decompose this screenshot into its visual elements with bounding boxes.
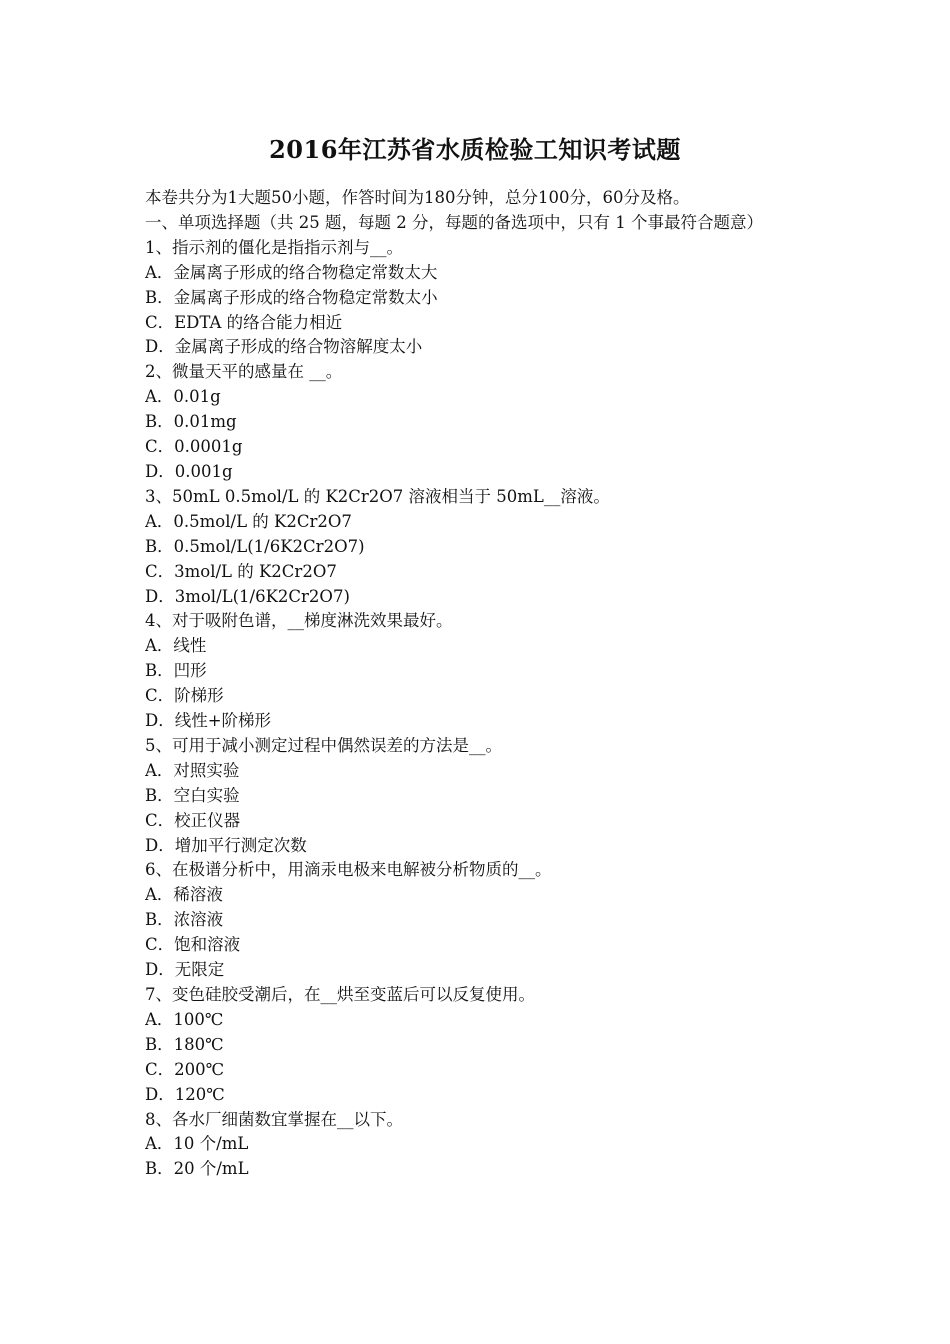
- option-c: C．校正仪器: [145, 810, 241, 830]
- option-a: A．金属离子形成的络合物稳定常数太大: [145, 262, 438, 282]
- option-a: A．线性: [145, 636, 207, 656]
- question-stem: 7、变色硅胶受潮后，在__烘至变蓝后可以反复使用。: [145, 985, 535, 1004]
- question-stem: 2、微量天平的感量在 __。: [145, 362, 343, 382]
- option-c: C．EDTA 的络合能力相近: [145, 312, 343, 332]
- option-a: A．0.5mol/L 的 K2Cr2O7: [145, 511, 352, 531]
- question-2: [145, 360, 810, 485]
- question-4: [145, 609, 810, 734]
- question-3: [145, 485, 810, 610]
- question-stem: 8、各水厂细菌数宜掌握在__以下。: [145, 1109, 403, 1129]
- question-stem: 3、50mL 0.5mol/L 的 K2Cr2O7 溶液相当于 50mL__溶液。: [145, 486, 610, 506]
- document-title: 2016年江苏省水质检验工知识考试题: [269, 135, 681, 164]
- question-8: [145, 1108, 810, 1183]
- option-b: B．0.5mol/L(1/6K2Cr2O7): [145, 536, 365, 556]
- section-heading: 一、单项选择题（共 25 题，每题 2 分，每题的备选项中，只有 1 个事最符合题意）: [145, 212, 763, 232]
- option-c: C．0.0001g: [145, 437, 243, 457]
- option-d: D．无限定: [145, 960, 225, 980]
- option-b: B．金属离子形成的络合物稳定常数太小: [145, 287, 438, 307]
- option-d: D．120℃: [145, 1084, 225, 1104]
- question-stem: 5、可用于减小测定过程中偶然误差的方法是__。: [145, 735, 502, 755]
- option-a: A．0.01g: [145, 387, 221, 407]
- option-b: B．浓溶液: [145, 910, 224, 930]
- question-1: [145, 236, 810, 361]
- option-c: C．饱和溶液: [145, 935, 241, 955]
- option-a: A．稀溶液: [145, 885, 223, 905]
- option-c: C．3mol/L 的 K2Cr2O7: [145, 561, 337, 581]
- option-a: A．10 个/mL: [145, 1134, 249, 1154]
- option-d: D．金属离子形成的络合物溶解度太小: [145, 337, 423, 357]
- question-6: [145, 858, 810, 983]
- exam-intro: 本卷共分为1大题50小题，作答时间为180分钟，总分100分，60分及格。: [145, 188, 690, 207]
- option-b: B．20 个/mL: [145, 1159, 249, 1179]
- question-stem: 6、在极谱分析中，用滴汞电极来电解被分析物质的__。: [145, 860, 552, 880]
- option-b: B．凹形: [145, 661, 207, 681]
- question-7: [145, 983, 810, 1108]
- option-b: B．空白实验: [145, 785, 240, 805]
- document-body: [145, 186, 810, 1182]
- option-d: D．0.001g: [145, 461, 233, 481]
- option-a: A．对照实验: [145, 760, 240, 780]
- question-stem: 4、对于吸附色谱，__梯度淋洗效果最好。: [145, 611, 453, 631]
- option-d: D．3mol/L(1/6K2Cr2O7): [145, 586, 350, 606]
- option-b: B．180℃: [145, 1034, 224, 1054]
- option-c: C．阶梯形: [145, 686, 224, 706]
- option-c: C．200℃: [145, 1059, 225, 1079]
- question-5: [145, 734, 810, 859]
- option-a: A．100℃: [145, 1009, 224, 1029]
- question-stem: 1、指示剂的僵化是指指示剂与__。: [145, 237, 403, 257]
- option-b: B．0.01mg: [145, 412, 237, 432]
- option-d: D．增加平行测定次数: [145, 835, 307, 855]
- option-d: D．线性+阶梯形: [145, 711, 272, 731]
